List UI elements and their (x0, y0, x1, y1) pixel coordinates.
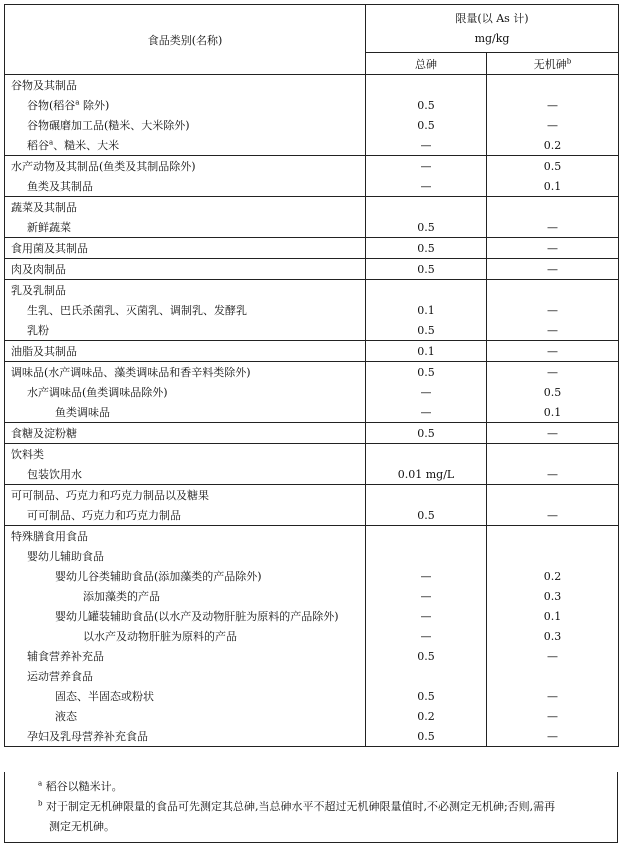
inorganic-arsenic-value: 0.5 (543, 159, 562, 173)
inorganic-arsenic-cell (487, 464, 619, 485)
food-category-cell (5, 362, 366, 383)
food-category-label: 婴幼儿罐装辅助食品(以水产及动物肝脏为原料的产品除外) (55, 610, 339, 623)
inorganic-arsenic-cell (487, 362, 619, 383)
food-category-cell (5, 176, 366, 197)
food-category-cell (5, 626, 366, 646)
inorganic-arsenic-value: 0.3 (543, 629, 562, 643)
total-arsenic-cell (366, 115, 487, 135)
inorganic-arsenic-value: — (547, 689, 558, 703)
inorganic-arsenic-cell (487, 444, 619, 465)
food-category-label: 鱼类调味品 (55, 406, 110, 419)
total-arsenic-value: — (420, 385, 432, 399)
inorganic-arsenic-cell (487, 280, 619, 301)
total-arsenic-value: — (420, 569, 432, 583)
total-arsenic-value: 0.01 mg/L (397, 467, 455, 481)
table-row (5, 546, 619, 566)
food-category-label: 蔬菜及其制品 (11, 201, 77, 214)
food-category-label: 油脂及其制品 (11, 345, 77, 358)
food-category-cell (5, 402, 366, 423)
food-category-header-label: 食品类别(名称) (147, 33, 223, 47)
food-category-cell (5, 75, 366, 96)
food-category-cell (5, 280, 366, 301)
table-row (5, 176, 619, 197)
total-arsenic-value: — (420, 589, 432, 603)
table-row (5, 526, 619, 547)
table-row (5, 95, 619, 115)
food-category-label: 食糖及淀粉糖 (11, 427, 77, 440)
food-category-label: 水产调味品(鱼类调味品除外) (27, 386, 168, 399)
food-category-label: 调味品(水产调味品、藻类调味品和香辛料类除外) (11, 366, 251, 379)
food-category-label: 孕妇及乳母营养补充食品 (27, 730, 148, 743)
food-category-label: 婴幼儿辅助食品 (27, 550, 104, 563)
table-row (5, 341, 619, 362)
total-arsenic-cell (366, 259, 487, 280)
total-arsenic-value: — (420, 629, 432, 643)
table-row (5, 423, 619, 444)
table-row (5, 362, 619, 383)
total-arsenic-cell (366, 176, 487, 197)
total-arsenic-value: — (420, 159, 432, 173)
inorganic-arsenic-cell (487, 686, 619, 706)
total-arsenic-value: 0.1 (417, 344, 435, 358)
inorganic-arsenic-value: 0.1 (543, 405, 562, 419)
table-row (5, 217, 619, 238)
table-row (5, 382, 619, 402)
inorganic-arsenic-cell (487, 626, 619, 646)
limit-header-unit: mg/kg (474, 31, 510, 45)
food-category-cell (5, 505, 366, 526)
inorganic-arsenic-cell (487, 238, 619, 259)
inorganic-arsenic-value: 0.5 (543, 385, 562, 399)
inorganic-arsenic-value: 0.2 (543, 569, 562, 583)
total-arsenic-value: 0.5 (417, 426, 435, 440)
food-category-cell (5, 566, 366, 586)
food-category-cell (5, 423, 366, 444)
total-arsenic-value: — (420, 405, 432, 419)
inorganic-arsenic-value: — (547, 262, 558, 276)
inorganic-arsenic-header (487, 53, 619, 75)
food-category-cell (5, 444, 366, 465)
table-row (5, 402, 619, 423)
footnote-b (38, 798, 555, 814)
total-arsenic-value: 0.5 (417, 118, 435, 132)
inorganic-arsenic-cell (487, 402, 619, 423)
food-category-cell (5, 706, 366, 726)
total-arsenic-cell (366, 341, 487, 362)
inorganic-arsenic-value: 0.3 (543, 589, 562, 603)
total-arsenic-cell (366, 606, 487, 626)
total-arsenic-cell (366, 706, 487, 726)
total-arsenic-cell (366, 402, 487, 423)
total-arsenic-cell (366, 626, 487, 646)
table-row (5, 444, 619, 465)
total-arsenic-cell (366, 156, 487, 177)
food-category-label: 辅食营养补充品 (27, 650, 104, 663)
total-arsenic-value: 0.5 (417, 649, 435, 663)
total-arsenic-cell (366, 197, 487, 218)
total-arsenic-cell (366, 382, 487, 402)
total-arsenic-cell (366, 444, 487, 465)
inorganic-arsenic-cell (487, 586, 619, 606)
food-category-label: 添加藻类的产品 (83, 590, 160, 603)
total-arsenic-value: 0.5 (417, 508, 435, 522)
footnote-mark: a (75, 98, 80, 107)
food-category-cell (5, 238, 366, 259)
food-category-cell (5, 646, 366, 666)
inorganic-arsenic-cell (487, 546, 619, 566)
total-arsenic-cell (366, 135, 487, 156)
inorganic-arsenic-cell (487, 135, 619, 156)
inorganic-arsenic-cell (487, 606, 619, 626)
food-category-cell (5, 546, 366, 566)
total-arsenic-cell (366, 485, 487, 506)
inorganic-arsenic-value: — (547, 649, 558, 663)
total-arsenic-cell (366, 300, 487, 320)
table-row (5, 156, 619, 177)
food-category-label: 谷物及其制品 (11, 79, 77, 92)
food-category-cell (5, 586, 366, 606)
inorganic-arsenic-cell (487, 75, 619, 96)
table-row (5, 726, 619, 747)
table-row (5, 586, 619, 606)
table-row (5, 280, 619, 301)
inorganic-arsenic-value: — (547, 365, 558, 379)
inorganic-arsenic-value: — (547, 709, 558, 723)
total-arsenic-value: 0.1 (417, 303, 435, 317)
total-arsenic-value: 0.5 (417, 729, 435, 743)
table-row (5, 464, 619, 485)
footnote-a-mark: a (38, 779, 43, 788)
total-arsenic-cell (366, 646, 487, 666)
total-arsenic-cell (366, 566, 487, 586)
inorganic-arsenic-value: — (547, 508, 558, 522)
footnotes (4, 772, 618, 843)
total-arsenic-value: 0.5 (417, 262, 435, 276)
arsenic-limit-table (4, 4, 619, 747)
total-arsenic-value: — (420, 138, 432, 152)
footnote-b-continued-text: 测定无机砷。 (49, 820, 115, 833)
food-category-cell (5, 485, 366, 506)
total-arsenic-cell (366, 320, 487, 341)
inorganic-arsenic-cell (487, 115, 619, 135)
inorganic-arsenic-cell (487, 526, 619, 547)
food-category-cell (5, 300, 366, 320)
food-category-cell (5, 135, 366, 156)
food-category-label: 固态、半固态或粉状 (55, 690, 154, 703)
inorganic-arsenic-cell (487, 217, 619, 238)
food-category-label: 食用菌及其制品 (11, 242, 88, 255)
food-category-label: 新鲜蔬菜 (27, 221, 71, 234)
food-category-label: 谷物碾磨加工品(糙米、大米除外) (27, 119, 190, 132)
inorganic-arsenic-value: — (547, 323, 558, 337)
inorganic-arsenic-cell (487, 485, 619, 506)
footnote-b-continued (49, 818, 115, 834)
table-row (5, 485, 619, 506)
food-category-cell (5, 606, 366, 626)
food-category-cell (5, 95, 366, 115)
total-arsenic-header (366, 53, 487, 75)
footnote-b-text: 对于制定无机砷限量的食品可先测定其总砷,当总砷水平不超过无机砷限量值时,不必测定无机砷;否则,需再 (45, 800, 556, 813)
food-category-label: 婴幼儿谷类辅助食品(添加藻类的产品除外) (55, 570, 262, 583)
footnote-b-mark: b (38, 799, 43, 808)
food-category-label: 水产动物及其制品(鱼类及其制品除外) (11, 160, 196, 173)
total-arsenic-value: 0.5 (417, 689, 435, 703)
food-category-label: 稻谷 (27, 139, 49, 152)
inorganic-arsenic-header-label: 无机砷 (533, 57, 567, 71)
food-category-label: 乳粉 (27, 324, 49, 337)
food-category-label: 鱼类及其制品 (27, 180, 93, 193)
total-arsenic-value: 0.2 (417, 709, 435, 723)
inorganic-arsenic-value: — (547, 467, 558, 481)
inorganic-arsenic-value: — (547, 118, 558, 132)
food-category-cell (5, 382, 366, 402)
table-row (5, 238, 619, 259)
food-category-label: 肉及肉制品 (11, 263, 66, 276)
total-arsenic-cell (366, 726, 487, 747)
inorganic-arsenic-cell (487, 320, 619, 341)
table-row (5, 135, 619, 156)
inorganic-arsenic-cell (487, 505, 619, 526)
total-arsenic-cell (366, 666, 487, 686)
food-category-label: 运动营养食品 (27, 670, 93, 683)
food-category-cell (5, 686, 366, 706)
inorganic-arsenic-footnote-mark: b (566, 56, 572, 65)
food-category-cell (5, 115, 366, 135)
inorganic-arsenic-cell (487, 423, 619, 444)
inorganic-arsenic-value: 0.1 (543, 179, 562, 193)
food-category-label-suffix: 除外) (79, 99, 110, 112)
total-arsenic-cell (366, 362, 487, 383)
inorganic-arsenic-cell (487, 156, 619, 177)
total-arsenic-cell (366, 505, 487, 526)
total-arsenic-value: 0.5 (417, 365, 435, 379)
total-arsenic-cell (366, 423, 487, 444)
table-row (5, 626, 619, 646)
total-arsenic-cell (366, 586, 487, 606)
food-category-label: 可可制品、巧克力和巧克力制品 (27, 509, 181, 522)
inorganic-arsenic-value: — (547, 426, 558, 440)
inorganic-arsenic-value: 0.1 (543, 609, 562, 623)
food-category-label: 乳及乳制品 (11, 284, 66, 297)
inorganic-arsenic-value: — (547, 344, 558, 358)
total-arsenic-cell (366, 75, 487, 96)
table-row (5, 706, 619, 726)
food-category-label: 可可制品、巧克力和巧克力制品以及糖果 (11, 489, 209, 502)
table-row (5, 606, 619, 626)
food-category-cell (5, 197, 366, 218)
inorganic-arsenic-cell (487, 666, 619, 686)
total-arsenic-cell (366, 217, 487, 238)
food-category-label: 生乳、巴氏杀菌乳、灭菌乳、调制乳、发酵乳 (27, 304, 247, 317)
inorganic-arsenic-cell (487, 259, 619, 280)
footnote-mark: a (49, 138, 54, 147)
inorganic-arsenic-value: — (547, 303, 558, 317)
inorganic-arsenic-value: — (547, 220, 558, 234)
total-arsenic-value: 0.5 (417, 323, 435, 337)
table-row (5, 75, 619, 96)
table-row (5, 505, 619, 526)
total-arsenic-value: 0.5 (417, 98, 435, 112)
table-row (5, 666, 619, 686)
food-category-cell (5, 341, 366, 362)
food-category-cell (5, 320, 366, 341)
food-category-label: 包装饮用水 (27, 468, 82, 481)
total-arsenic-cell (366, 686, 487, 706)
footnote-a-text: 稻谷以糙米计。 (45, 780, 123, 793)
food-category-label: 谷物(稻谷 (27, 99, 76, 112)
total-arsenic-value: — (420, 179, 432, 193)
table-row (5, 566, 619, 586)
food-category-cell (5, 526, 366, 547)
food-category-cell (5, 726, 366, 747)
total-arsenic-cell (366, 546, 487, 566)
table-row (5, 115, 619, 135)
inorganic-arsenic-cell (487, 706, 619, 726)
inorganic-arsenic-cell (487, 566, 619, 586)
total-arsenic-cell (366, 238, 487, 259)
table-row (5, 300, 619, 320)
inorganic-arsenic-value: — (547, 241, 558, 255)
total-arsenic-cell (366, 95, 487, 115)
inorganic-arsenic-value: — (547, 729, 558, 743)
food-category-label: 特殊膳食用食品 (11, 530, 88, 543)
food-category-label: 以水产及动物肝脏为原料的产品 (83, 630, 237, 643)
footnote-a (38, 778, 123, 794)
food-category-header (5, 5, 366, 75)
inorganic-arsenic-cell (487, 341, 619, 362)
total-arsenic-value: 0.5 (417, 220, 435, 234)
inorganic-arsenic-value: — (547, 98, 558, 112)
table-row (5, 259, 619, 280)
food-category-label: 液态 (55, 710, 77, 723)
total-arsenic-cell (366, 280, 487, 301)
table-row (5, 197, 619, 218)
total-arsenic-cell (366, 526, 487, 547)
total-arsenic-value: — (420, 609, 432, 623)
table-row (5, 686, 619, 706)
food-category-cell (5, 259, 366, 280)
food-category-cell (5, 464, 366, 485)
food-category-cell (5, 217, 366, 238)
limit-header (366, 5, 619, 53)
inorganic-arsenic-cell (487, 176, 619, 197)
inorganic-arsenic-value: 0.2 (543, 138, 562, 152)
inorganic-arsenic-cell (487, 300, 619, 320)
food-category-cell (5, 156, 366, 177)
inorganic-arsenic-cell (487, 197, 619, 218)
food-category-cell (5, 666, 366, 686)
food-category-label-suffix: 、糙米、大米 (53, 139, 120, 152)
total-arsenic-cell (366, 464, 487, 485)
inorganic-arsenic-cell (487, 646, 619, 666)
total-arsenic-value: 0.5 (417, 241, 435, 255)
food-category-label: 饮料类 (11, 448, 44, 461)
total-arsenic-header-label: 总砷 (415, 57, 437, 71)
inorganic-arsenic-cell (487, 95, 619, 115)
table-row (5, 320, 619, 341)
table-row (5, 646, 619, 666)
inorganic-arsenic-cell (487, 382, 619, 402)
limit-header-title: 限量(以 As 计) (455, 11, 529, 25)
inorganic-arsenic-cell (487, 726, 619, 747)
